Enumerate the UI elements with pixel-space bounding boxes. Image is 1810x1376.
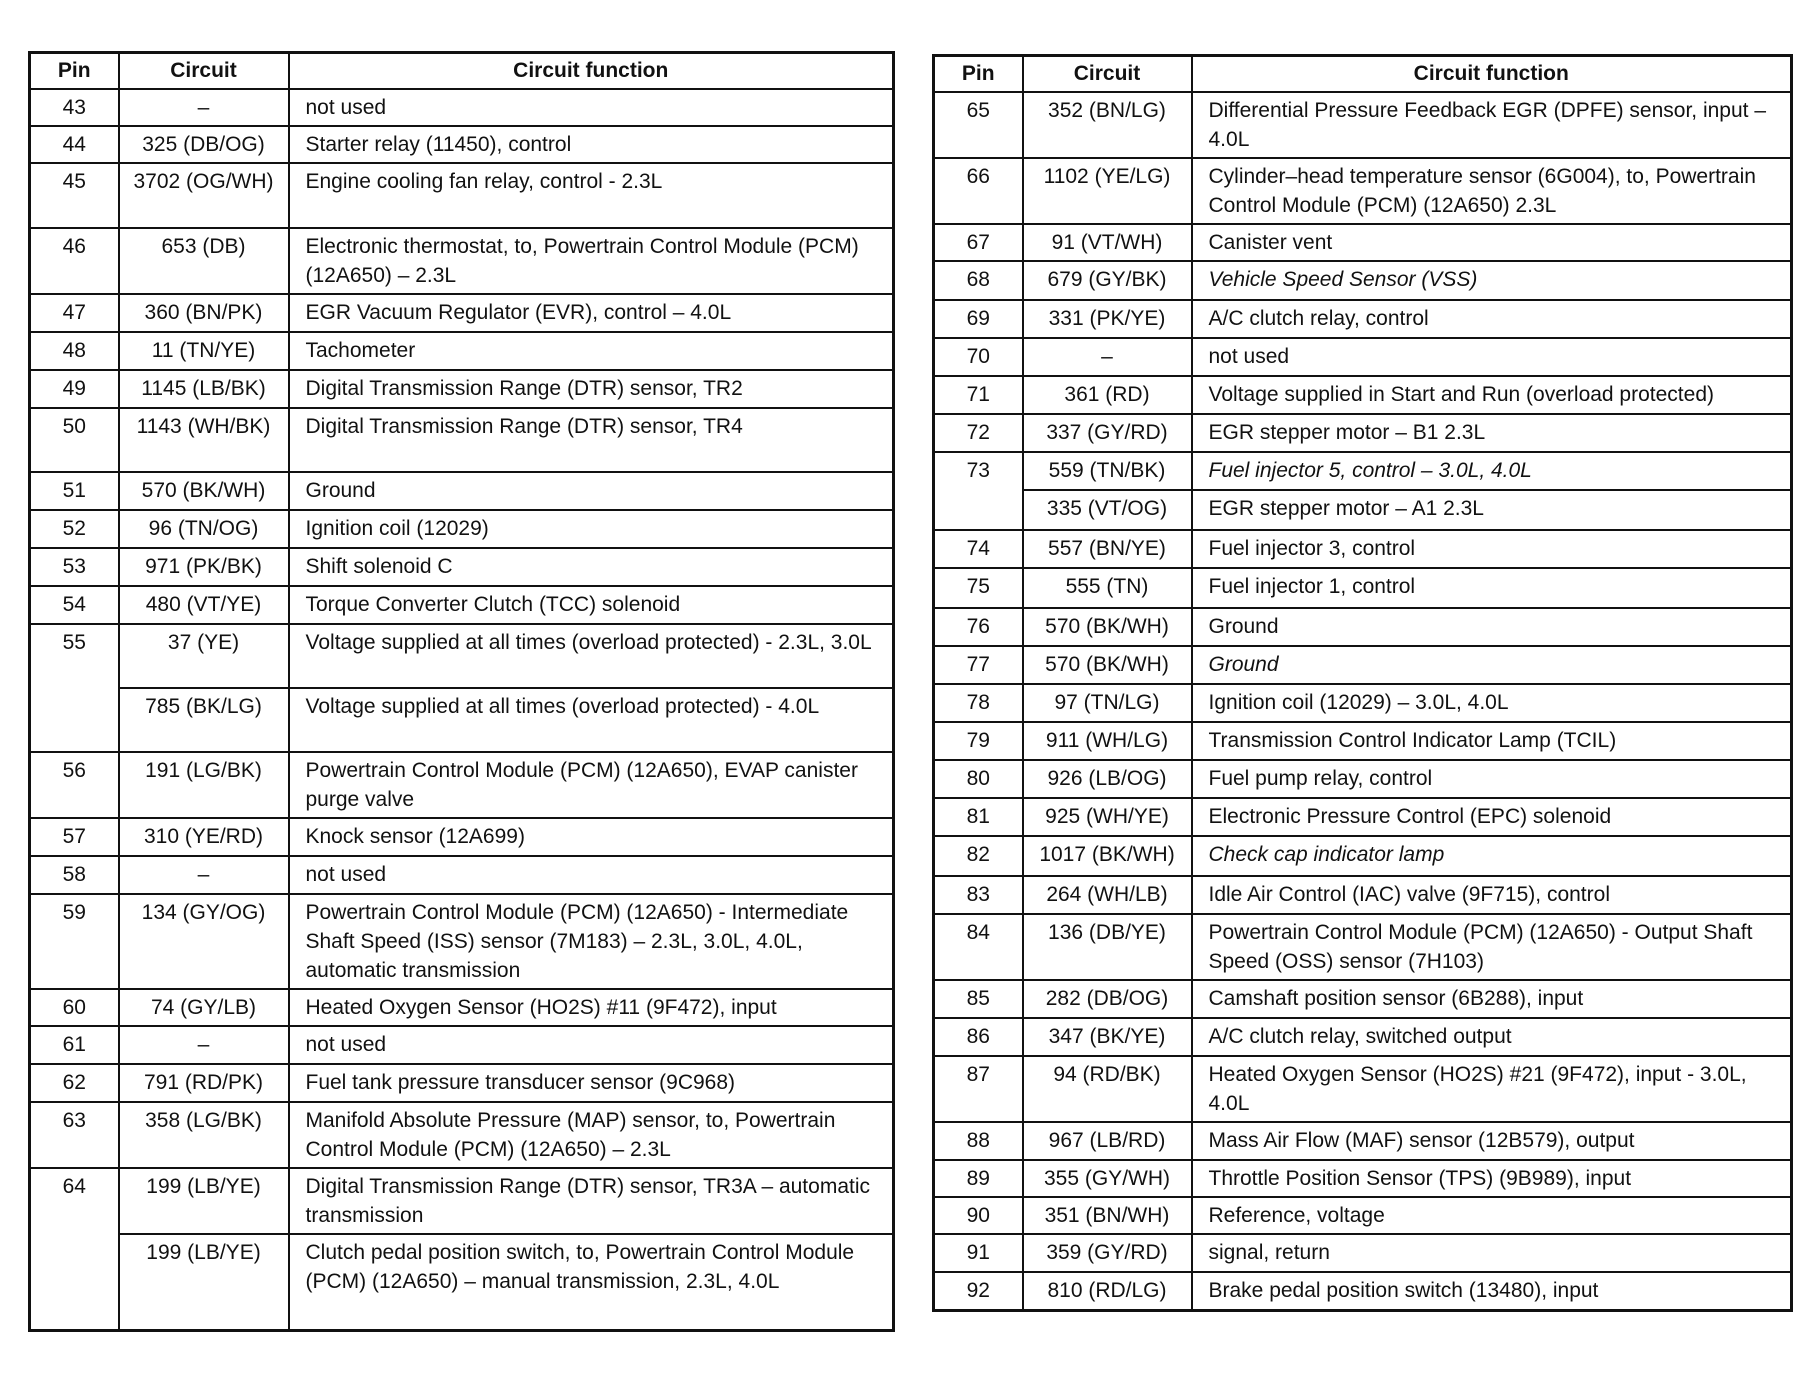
table-row xyxy=(934,376,1792,414)
table-row xyxy=(934,1272,1792,1310)
table-row xyxy=(934,914,1792,980)
function-cell: Starter relay (11450), control xyxy=(289,126,894,163)
function-cell: Digital Transmission Range (DTR) sensor, TR2 xyxy=(289,370,894,408)
function-cell: Manifold Absolute Pressure (MAP) sensor, to, Powertrain Control Module (PCM) (12A650) – 2.3L xyxy=(289,1102,894,1168)
function-cell: Ground xyxy=(1192,646,1792,684)
circuit-cell: 810 (RD/LG) xyxy=(1023,1272,1192,1310)
circuit-cell: 335 (VT/OG) xyxy=(1023,490,1192,530)
pin-cell: 90 xyxy=(934,1197,1023,1234)
circuit-header: Circuit xyxy=(119,53,289,90)
circuit-cell: 97 (TN/LG) xyxy=(1023,684,1192,722)
function-cell: Engine cooling fan relay, control - 2.3L xyxy=(289,163,894,228)
function-cell: not used xyxy=(289,89,894,126)
pin-cell: 62 xyxy=(30,1064,119,1102)
table-row xyxy=(30,818,894,856)
pin-cell: 44 xyxy=(30,126,119,163)
circuit-cell: 785 (BK/LG) xyxy=(119,688,289,752)
pin-cell: 57 xyxy=(30,818,119,856)
table-row xyxy=(30,586,894,624)
table-row xyxy=(30,472,894,510)
circuit-cell: 653 (DB) xyxy=(119,228,289,294)
circuit-cell: 926 (LB/OG) xyxy=(1023,760,1192,798)
circuit-cell: 74 (GY/LB) xyxy=(119,989,289,1026)
pin-cell: 54 xyxy=(30,586,119,624)
pin-header: Pin xyxy=(934,56,1023,93)
pin-cell: 53 xyxy=(30,548,119,586)
circuit-cell: 679 (GY/BK) xyxy=(1023,261,1192,300)
pin-table-right xyxy=(932,54,1793,1312)
function-cell: Ground xyxy=(1192,608,1792,646)
table-row xyxy=(934,1122,1792,1160)
table-row xyxy=(934,568,1792,608)
table-row xyxy=(30,89,894,126)
table-row xyxy=(30,370,894,408)
circuit-cell: 1143 (WH/BK) xyxy=(119,408,289,472)
function-cell: not used xyxy=(289,856,894,894)
table-row xyxy=(30,408,894,472)
table-row xyxy=(30,894,894,989)
function-cell: Canister vent xyxy=(1192,224,1792,261)
circuit-cell: 358 (LG/BK) xyxy=(119,1102,289,1168)
pin-cell: 43 xyxy=(30,89,119,126)
table-row xyxy=(30,228,894,294)
table-row xyxy=(934,1160,1792,1197)
function-cell: Electronic thermostat, to, Powertrain Control Module (PCM) (12A650) – 2.3L xyxy=(289,228,894,294)
circuit-cell: 559 (TN/BK) xyxy=(1023,452,1192,490)
table-row xyxy=(30,1168,894,1234)
function-cell: Ignition coil (12029) xyxy=(289,510,894,548)
function-cell: Camshaft position sensor (6B288), input xyxy=(1192,980,1792,1018)
pin-cell: 75 xyxy=(934,568,1023,608)
circuit-cell: 361 (RD) xyxy=(1023,376,1192,414)
function-cell: Voltage supplied at all times (overload protected) - 2.3L, 3.0L xyxy=(289,624,894,688)
table-row xyxy=(934,876,1792,914)
circuit-cell: 1145 (LB/BK) xyxy=(119,370,289,408)
circuit-cell: 352 (BN/LG) xyxy=(1023,92,1192,158)
function-cell: Knock sensor (12A699) xyxy=(289,818,894,856)
pin-cell: 55 xyxy=(30,624,119,752)
function-cell: Heated Oxygen Sensor (HO2S) #21 (9F472), input - 3.0L, 4.0L xyxy=(1192,1056,1792,1122)
table-row xyxy=(934,490,1792,530)
circuit-cell: 351 (BN/WH) xyxy=(1023,1197,1192,1234)
function-cell: Cylinder–head temperature sensor (6G004), to, Powertrain Control Module (PCM) (12A650) 2.3L xyxy=(1192,158,1792,224)
pin-cell: 56 xyxy=(30,752,119,818)
table-row xyxy=(934,414,1792,452)
table-row xyxy=(934,722,1792,760)
circuit-cell: 360 (BN/PK) xyxy=(119,294,289,332)
pin-cell: 61 xyxy=(30,1026,119,1064)
circuit-cell: 325 (DB/OG) xyxy=(119,126,289,163)
circuit-cell: 3702 (OG/WH) xyxy=(119,163,289,228)
pin-cell: 78 xyxy=(934,684,1023,722)
circuit-cell: 11 (TN/YE) xyxy=(119,332,289,370)
function-cell: Powertrain Control Module (PCM) (12A650) - Output Shaft Speed (OSS) sensor (7H103) xyxy=(1192,914,1792,980)
pin-cell: 45 xyxy=(30,163,119,228)
function-cell: Check cap indicator lamp xyxy=(1192,836,1792,876)
pin-cell: 65 xyxy=(934,92,1023,158)
circuit-cell: 199 (LB/YE) xyxy=(119,1168,289,1234)
table-row xyxy=(934,452,1792,490)
function-cell: Vehicle Speed Sensor (VSS) xyxy=(1192,261,1792,300)
circuit-cell: 570 (BK/WH) xyxy=(1023,646,1192,684)
pin-cell: 67 xyxy=(934,224,1023,261)
circuit-cell: 310 (YE/RD) xyxy=(119,818,289,856)
function-cell: Heated Oxygen Sensor (HO2S) #11 (9F472), input xyxy=(289,989,894,1026)
function-cell: Digital Transmission Range (DTR) sensor, TR3A – automatic transmission xyxy=(289,1168,894,1234)
pin-cell: 70 xyxy=(934,338,1023,376)
function-cell: Powertrain Control Module (PCM) (12A650), EVAP canister purge valve xyxy=(289,752,894,818)
circuit-cell: 791 (RD/PK) xyxy=(119,1064,289,1102)
pin-cell: 46 xyxy=(30,228,119,294)
pin-cell: 81 xyxy=(934,798,1023,836)
pin-cell: 59 xyxy=(30,894,119,989)
table-row xyxy=(30,688,894,752)
table-row xyxy=(30,1234,894,1330)
pin-cell: 88 xyxy=(934,1122,1023,1160)
pin-cell: 71 xyxy=(934,376,1023,414)
table-header-row xyxy=(30,53,894,90)
function-cell: A/C clutch relay, switched output xyxy=(1192,1018,1792,1056)
circuit-cell: 337 (GY/RD) xyxy=(1023,414,1192,452)
circuit-cell: 37 (YE) xyxy=(119,624,289,688)
table-row xyxy=(934,608,1792,646)
pin-cell: 80 xyxy=(934,760,1023,798)
function-cell: EGR stepper motor – B1 2.3L xyxy=(1192,414,1792,452)
table-row xyxy=(934,224,1792,261)
pin-cell: 64 xyxy=(30,1168,119,1330)
function-cell: Torque Converter Clutch (TCC) solenoid xyxy=(289,586,894,624)
pin-cell: 50 xyxy=(30,408,119,472)
circuit-cell: 94 (RD/BK) xyxy=(1023,1056,1192,1122)
pin-cell: 58 xyxy=(30,856,119,894)
table-row xyxy=(30,510,894,548)
pin-cell: 68 xyxy=(934,261,1023,300)
function-cell: Reference, voltage xyxy=(1192,1197,1792,1234)
table-row xyxy=(934,158,1792,224)
circuit-cell: 331 (PK/YE) xyxy=(1023,300,1192,338)
pin-cell: 76 xyxy=(934,608,1023,646)
pin-cell: 91 xyxy=(934,1234,1023,1272)
circuit-cell: 555 (TN) xyxy=(1023,568,1192,608)
pin-cell: 86 xyxy=(934,1018,1023,1056)
function-cell: not used xyxy=(289,1026,894,1064)
table-row xyxy=(934,760,1792,798)
pin-cell: 69 xyxy=(934,300,1023,338)
function-cell: Mass Air Flow (MAF) sensor (12B579), output xyxy=(1192,1122,1792,1160)
circuit-cell: 971 (PK/BK) xyxy=(119,548,289,586)
pin-cell: 49 xyxy=(30,370,119,408)
function-cell: Differential Pressure Feedback EGR (DPFE) sensor, input – 4.0L xyxy=(1192,92,1792,158)
function-cell: Fuel injector 3, control xyxy=(1192,530,1792,568)
table-row xyxy=(934,261,1792,300)
circuit-header: Circuit xyxy=(1023,56,1192,93)
pin-cell: 82 xyxy=(934,836,1023,876)
circuit-cell: 347 (BK/YE) xyxy=(1023,1018,1192,1056)
table-header-row xyxy=(934,56,1792,93)
circuit-cell: 911 (WH/LG) xyxy=(1023,722,1192,760)
circuit-cell: 967 (LB/RD) xyxy=(1023,1122,1192,1160)
function-cell: Fuel pump relay, control xyxy=(1192,760,1792,798)
pin-cell: 63 xyxy=(30,1102,119,1168)
table-row xyxy=(934,1234,1792,1272)
circuit-cell: 359 (GY/RD) xyxy=(1023,1234,1192,1272)
pin-header: Pin xyxy=(30,53,119,90)
table-row xyxy=(30,624,894,688)
circuit-cell: 191 (LG/BK) xyxy=(119,752,289,818)
table-row xyxy=(934,798,1792,836)
function-cell: Brake pedal position switch (13480), input xyxy=(1192,1272,1792,1310)
table-row xyxy=(30,1064,894,1102)
function-cell: Digital Transmission Range (DTR) sensor, TR4 xyxy=(289,408,894,472)
circuit-cell: – xyxy=(119,89,289,126)
pin-cell: 47 xyxy=(30,294,119,332)
circuit-cell: 480 (VT/YE) xyxy=(119,586,289,624)
pin-cell: 48 xyxy=(30,332,119,370)
table-row xyxy=(934,1197,1792,1234)
table-row xyxy=(934,836,1792,876)
function-cell: EGR stepper motor – A1 2.3L xyxy=(1192,490,1792,530)
circuit-cell: – xyxy=(119,1026,289,1064)
table-row xyxy=(30,1026,894,1064)
table-row xyxy=(30,163,894,228)
table-row xyxy=(30,1102,894,1168)
circuit-cell: 264 (WH/LB) xyxy=(1023,876,1192,914)
pin-cell: 52 xyxy=(30,510,119,548)
function-cell: Shift solenoid C xyxy=(289,548,894,586)
circuit-cell: 91 (VT/WH) xyxy=(1023,224,1192,261)
circuit-cell: 557 (BN/YE) xyxy=(1023,530,1192,568)
function-cell: signal, return xyxy=(1192,1234,1792,1272)
pin-cell: 85 xyxy=(934,980,1023,1018)
function-cell: Voltage supplied at all times (overload protected) - 4.0L xyxy=(289,688,894,752)
function-cell: Ignition coil (12029) – 3.0L, 4.0L xyxy=(1192,684,1792,722)
circuit-cell: 1102 (YE/LG) xyxy=(1023,158,1192,224)
circuit-cell: – xyxy=(1023,338,1192,376)
pin-cell: 66 xyxy=(934,158,1023,224)
table-row xyxy=(934,1056,1792,1122)
function-cell: not used xyxy=(1192,338,1792,376)
pin-cell: 74 xyxy=(934,530,1023,568)
circuit-cell: – xyxy=(119,856,289,894)
pin-cell: 92 xyxy=(934,1272,1023,1310)
pin-cell: 73 xyxy=(934,452,1023,530)
table-row xyxy=(30,332,894,370)
table-row xyxy=(934,530,1792,568)
function-cell: Clutch pedal position switch, to, Powertrain Control Module (PCM) (12A650) – manual transmission, 2.3L, 4.0L xyxy=(289,1234,894,1330)
circuit-cell: 925 (WH/YE) xyxy=(1023,798,1192,836)
table-row xyxy=(934,1018,1792,1056)
circuit-cell: 1017 (BK/WH) xyxy=(1023,836,1192,876)
table-row xyxy=(934,92,1792,158)
table-row xyxy=(934,338,1792,376)
function-cell: EGR Vacuum Regulator (EVR), control – 4.0L xyxy=(289,294,894,332)
pin-cell: 60 xyxy=(30,989,119,1026)
table-row xyxy=(30,294,894,332)
function-header: Circuit function xyxy=(1192,56,1792,93)
pin-cell: 51 xyxy=(30,472,119,510)
function-cell: Tachometer xyxy=(289,332,894,370)
function-cell: Powertrain Control Module (PCM) (12A650) - Intermediate Shaft Speed (ISS) sensor (7M183) – 2.3L, 3.0L, 4.0L, automatic transmission xyxy=(289,894,894,989)
circuit-cell: 570 (BK/WH) xyxy=(1023,608,1192,646)
function-cell: A/C clutch relay, control xyxy=(1192,300,1792,338)
function-cell: Throttle Position Sensor (TPS) (9B989), input xyxy=(1192,1160,1792,1197)
function-cell: Electronic Pressure Control (EPC) solenoid xyxy=(1192,798,1792,836)
table-row xyxy=(30,752,894,818)
table-row xyxy=(934,646,1792,684)
table-row xyxy=(30,856,894,894)
circuit-cell: 134 (GY/OG) xyxy=(119,894,289,989)
pin-table-left xyxy=(28,51,895,1332)
table-row xyxy=(30,548,894,586)
circuit-cell: 199 (LB/YE) xyxy=(119,1234,289,1330)
function-cell: Fuel injector 1, control xyxy=(1192,568,1792,608)
pin-cell: 77 xyxy=(934,646,1023,684)
circuit-cell: 282 (DB/OG) xyxy=(1023,980,1192,1018)
function-header: Circuit function xyxy=(289,53,894,90)
table-row xyxy=(30,126,894,163)
function-cell: Voltage supplied in Start and Run (overload protected) xyxy=(1192,376,1792,414)
table-row xyxy=(30,989,894,1026)
circuit-cell: 136 (DB/YE) xyxy=(1023,914,1192,980)
circuit-cell: 570 (BK/WH) xyxy=(119,472,289,510)
function-cell: Idle Air Control (IAC) valve (9F715), control xyxy=(1192,876,1792,914)
pin-cell: 83 xyxy=(934,876,1023,914)
pin-cell: 87 xyxy=(934,1056,1023,1122)
table-row xyxy=(934,980,1792,1018)
function-cell: Fuel tank pressure transducer sensor (9C968) xyxy=(289,1064,894,1102)
function-cell: Transmission Control Indicator Lamp (TCIL) xyxy=(1192,722,1792,760)
table-row xyxy=(934,300,1792,338)
pin-cell: 72 xyxy=(934,414,1023,452)
function-cell: Ground xyxy=(289,472,894,510)
table-row xyxy=(934,684,1792,722)
pin-cell: 79 xyxy=(934,722,1023,760)
function-cell: Fuel injector 5, control – 3.0L, 4.0L xyxy=(1192,452,1792,490)
pin-cell: 84 xyxy=(934,914,1023,980)
circuit-cell: 96 (TN/OG) xyxy=(119,510,289,548)
circuit-cell: 355 (GY/WH) xyxy=(1023,1160,1192,1197)
pin-cell: 89 xyxy=(934,1160,1023,1197)
